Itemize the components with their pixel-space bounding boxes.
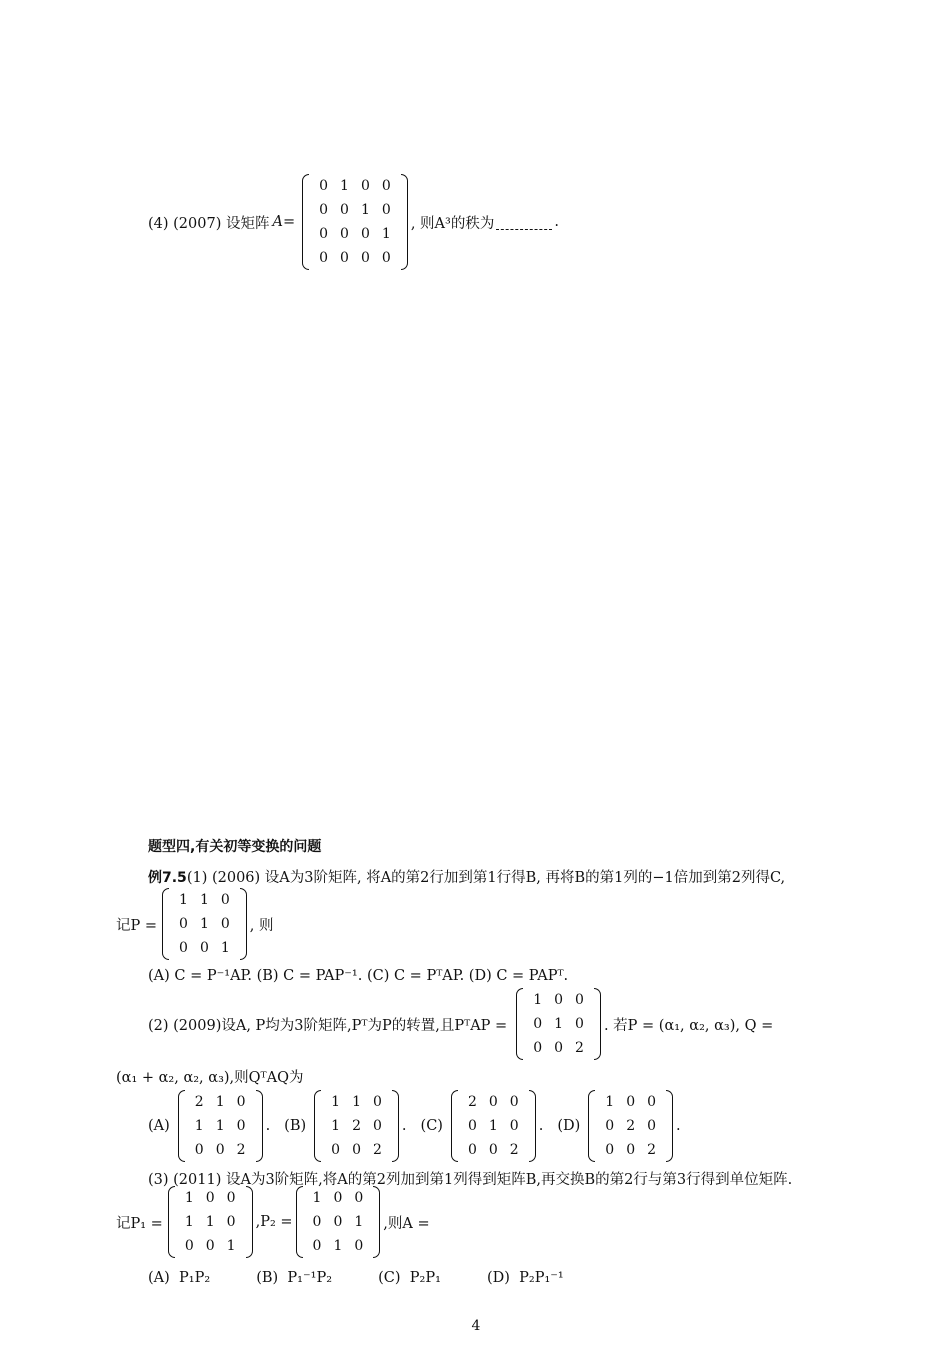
right-paren: [529, 1090, 536, 1162]
q4-answer-blank: [496, 215, 552, 230]
matrix-entry: 0: [488, 1094, 498, 1110]
matrix-entry: 1: [179, 892, 188, 908]
right-paren: [373, 1186, 380, 1258]
left-paren: [178, 1090, 185, 1162]
matrix-entry: 1: [215, 1118, 225, 1134]
matrix-entry: 0: [575, 1016, 584, 1032]
matrix-entry: 0: [340, 250, 349, 266]
left-paren: [451, 1090, 458, 1162]
matrix-entry: 1: [205, 1214, 215, 1230]
ex75-p1-options: (A) C = P⁻¹AP. (B) C = PAP⁻¹. (C) C = PᵀAP. (D) C = PAPᵀ.: [148, 968, 569, 984]
matrix-body: [179, 1186, 242, 1258]
q4-matrix: [302, 174, 408, 270]
ex75-p1-line: [148, 866, 785, 887]
matrix-entry: 0: [373, 1094, 382, 1110]
matrix-row: [307, 1186, 370, 1210]
ex75-p2-options: [148, 1090, 681, 1162]
matrix-row: [462, 1138, 525, 1162]
matrix-entry: 0: [215, 1142, 225, 1158]
matrix-body: [599, 1090, 662, 1162]
matrix-entry: 1: [226, 1238, 236, 1254]
matrix-entry: 0: [220, 916, 230, 932]
matrix-entry: 1: [194, 1118, 204, 1134]
matrix-entry: 0: [312, 1214, 322, 1230]
matrix-entry: 1: [340, 178, 349, 194]
matrix-entry: 0: [647, 1094, 657, 1110]
matrix-entry: 0: [354, 1190, 364, 1206]
ex75-p1-text: (1) (2006) 设A为3阶矩阵, 将A的第2行加到第1行得B, 再将B的第1列的−1倍加到第2列得C,: [186, 870, 786, 886]
matrix-body: [462, 1090, 525, 1162]
matrix-row: [313, 174, 397, 198]
matrix-body: [313, 174, 397, 270]
matrix-entry: 0: [381, 250, 391, 266]
matrix-body: [173, 888, 236, 960]
matrix-entry: 0: [340, 202, 349, 218]
matrix-entry: 0: [331, 1142, 341, 1158]
ex75-label: 例7.5: [148, 869, 187, 886]
ex75-p2-line: [148, 988, 773, 1060]
matrix-entry: 2: [509, 1142, 519, 1158]
ex75-p3-matrix-line: [116, 1186, 430, 1258]
right-paren: [594, 988, 601, 1060]
matrix-entry: 0: [467, 1118, 477, 1134]
matrix-entry: 0: [605, 1118, 615, 1134]
matrix-entry: 0: [360, 226, 370, 242]
matrix-row: [189, 1114, 252, 1138]
matrix-entry: 1: [381, 226, 391, 242]
matrix-entry: 0: [340, 226, 349, 242]
matrix-entry: 1: [331, 1118, 341, 1134]
matrix-entry: 0: [554, 992, 564, 1008]
ex75-p1-matrix-line: [116, 888, 274, 960]
matrix-row: [599, 1138, 662, 1162]
matrix-entry: 1: [333, 1238, 343, 1254]
matrix-entry: 0: [509, 1118, 519, 1134]
matrix-entry: 1: [360, 202, 370, 218]
ex75-p1-then: , 则: [249, 917, 274, 934]
matrix-entry: 0: [220, 892, 230, 908]
matrix-entry: 0: [333, 1214, 343, 1230]
ex75-p3-text: (3) (2011) 设A为3阶矩阵,将A的第2列加到第1列得到矩阵B,再交换B的第2行与第3行得到单位矩阵.: [148, 1172, 793, 1188]
matrix-entry: 0: [509, 1094, 519, 1110]
option-label: (A): [148, 1118, 170, 1134]
matrix-entry: 0: [360, 178, 370, 194]
ex75-p1-matrix: [162, 888, 247, 960]
matrix-row: [307, 1210, 370, 1234]
matrix-row: [462, 1114, 525, 1138]
matrix-entry: 0: [360, 250, 370, 266]
matrix-entry: 0: [467, 1142, 477, 1158]
matrix-entry: 0: [319, 226, 329, 242]
matrix-body: [189, 1090, 252, 1162]
matrix-entry: 0: [575, 992, 584, 1008]
matrix-entry: 0: [488, 1142, 498, 1158]
q4-prefix: (4) (2007) 设矩阵: [148, 215, 270, 232]
matrix-row: [189, 1138, 252, 1162]
left-paren: [314, 1090, 321, 1162]
option-period: .: [265, 1118, 271, 1134]
matrix-row: [173, 888, 236, 912]
matrix-row: [189, 1090, 252, 1114]
matrix-entry: 0: [236, 1094, 246, 1110]
right-paren: [240, 888, 247, 960]
matrix-entry: 0: [236, 1118, 246, 1134]
matrix-entry: 0: [226, 1190, 236, 1206]
ex75-p2-tail: . 若P = (α₁, α₂, α₃), Q =: [603, 1017, 774, 1034]
matrix-row: [173, 936, 236, 960]
option-period: .: [676, 1118, 681, 1134]
matrix-entry: 0: [319, 178, 329, 194]
matrix-row: [325, 1090, 388, 1114]
matrix-entry: 0: [381, 202, 391, 218]
right-paren: [401, 174, 408, 270]
q4-line: [148, 174, 559, 270]
left-paren: [516, 988, 523, 1060]
matrix-entry: 2: [575, 1040, 584, 1056]
matrix-entry: 0: [554, 1040, 564, 1056]
matrix-row: [313, 198, 397, 222]
ex75-p1-record: 记P =: [116, 917, 158, 934]
matrix-entry: 1: [199, 916, 209, 932]
matrix-entry: 2: [352, 1118, 361, 1134]
option-period: .: [401, 1118, 407, 1134]
matrix-row: [179, 1210, 242, 1234]
matrix-entry: 2: [467, 1094, 477, 1110]
matrix-entry: 0: [179, 940, 188, 956]
matrix-entry: 1: [605, 1094, 615, 1110]
matrix-entry: 0: [194, 1142, 204, 1158]
option-matrix: [178, 1090, 263, 1162]
matrix-row: [599, 1114, 662, 1138]
right-paren: [666, 1090, 673, 1162]
left-paren: [302, 174, 309, 270]
q4-suffix: , 则A³的秩为: [410, 215, 495, 232]
matrix-row: [527, 988, 590, 1012]
matrix-entry: 1: [488, 1118, 498, 1134]
matrix-row: [313, 246, 397, 270]
option-matrix: [451, 1090, 536, 1162]
matrix-entry: 2: [194, 1094, 204, 1110]
matrix-row: [462, 1090, 525, 1114]
matrix-entry: 1: [352, 1094, 361, 1110]
section-title: 题型四,有关初等变换的问题: [148, 839, 322, 855]
matrix-row: [527, 1036, 590, 1060]
left-paren: [168, 1186, 175, 1258]
option-matrix: [314, 1090, 399, 1162]
option-label: (C): [420, 1118, 443, 1134]
matrix-row: [179, 1234, 242, 1258]
option-period: .: [538, 1118, 544, 1134]
matrix-row: [599, 1090, 662, 1114]
matrix-entry: 0: [626, 1142, 636, 1158]
matrix-entry: 2: [626, 1118, 636, 1134]
ex75-p3-options: (A) P₁P₂ (B) P₁⁻¹P₂ (C) P₂P₁ (D) P₂P₁⁻¹: [148, 1270, 564, 1286]
matrix-entry: 1: [184, 1190, 194, 1206]
matrix-entry: 0: [373, 1118, 382, 1134]
matrix-entry: 0: [333, 1190, 343, 1206]
matrix-entry: 0: [184, 1238, 194, 1254]
matrix-entry: 0: [205, 1238, 215, 1254]
matrix-row: [173, 912, 236, 936]
matrix-entry: 2: [647, 1142, 657, 1158]
q4-eq: =: [282, 214, 296, 230]
matrix-entry: 1: [312, 1190, 322, 1206]
matrix-entry: 0: [605, 1142, 615, 1158]
matrix-entry: 1: [220, 940, 230, 956]
matrix-body: [325, 1090, 388, 1162]
matrix-entry: 1: [215, 1094, 225, 1110]
matrix-row: [325, 1138, 388, 1162]
ex75-p3-then: ,则A =: [383, 1215, 430, 1232]
matrix-entry: 0: [179, 916, 188, 932]
matrix-row: [307, 1234, 370, 1258]
matrix-entry: 1: [533, 992, 543, 1008]
matrix-row: [325, 1114, 388, 1138]
matrix-entry: 0: [647, 1118, 657, 1134]
matrix-entry: 1: [184, 1214, 194, 1230]
option-label: (B): [284, 1118, 307, 1134]
right-paren: [246, 1186, 253, 1258]
matrix-entry: 2: [373, 1142, 382, 1158]
matrix-entry: 0: [226, 1214, 236, 1230]
matrix-entry: 1: [331, 1094, 341, 1110]
matrix-entry: 0: [312, 1238, 322, 1254]
option-label: (D): [557, 1118, 581, 1134]
ex75-p3-matrix-1: [168, 1186, 253, 1258]
ex75-p2-text: (2) (2009)设A, P均为3阶矩阵,Pᵀ为P的转置,且PᵀAP =: [148, 1017, 508, 1034]
ex75-p3-record: 记P₁ =: [116, 1215, 163, 1232]
matrix-entry: 2: [236, 1142, 246, 1158]
matrix-entry: 0: [319, 250, 329, 266]
matrix-entry: 0: [199, 940, 209, 956]
matrix-row: [527, 1012, 590, 1036]
matrix-entry: 1: [354, 1214, 364, 1230]
matrix-entry: 0: [352, 1142, 361, 1158]
ex75-p2-matrix: [516, 988, 601, 1060]
page-number: 4: [471, 1318, 481, 1334]
matrix-entry: 1: [199, 892, 209, 908]
left-paren: [588, 1090, 595, 1162]
q4-var: A: [272, 214, 283, 230]
matrix-entry: 0: [319, 202, 329, 218]
matrix-entry: 1: [554, 1016, 564, 1032]
ex75-p2-cont: (α₁ + α₂, α₂, α₃),则QᵀAQ为: [116, 1070, 304, 1086]
option-matrix: [588, 1090, 673, 1162]
right-paren: [392, 1090, 399, 1162]
left-paren: [296, 1186, 303, 1258]
matrix-entry: 0: [626, 1094, 636, 1110]
matrix-row: [313, 222, 397, 246]
matrix-entry: 0: [533, 1016, 543, 1032]
ex75-p3-matrix-2: [296, 1186, 381, 1258]
matrix-entry: 0: [354, 1238, 364, 1254]
ex75-p3-mid: ,P₂ =: [255, 1214, 293, 1230]
q4-end: .: [554, 214, 559, 230]
right-paren: [256, 1090, 263, 1162]
matrix-body: [527, 988, 590, 1060]
matrix-body: [307, 1186, 370, 1258]
matrix-entry: 0: [381, 178, 391, 194]
matrix-entry: 0: [205, 1190, 215, 1206]
left-paren: [162, 888, 169, 960]
matrix-entry: 0: [533, 1040, 543, 1056]
matrix-row: [179, 1186, 242, 1210]
